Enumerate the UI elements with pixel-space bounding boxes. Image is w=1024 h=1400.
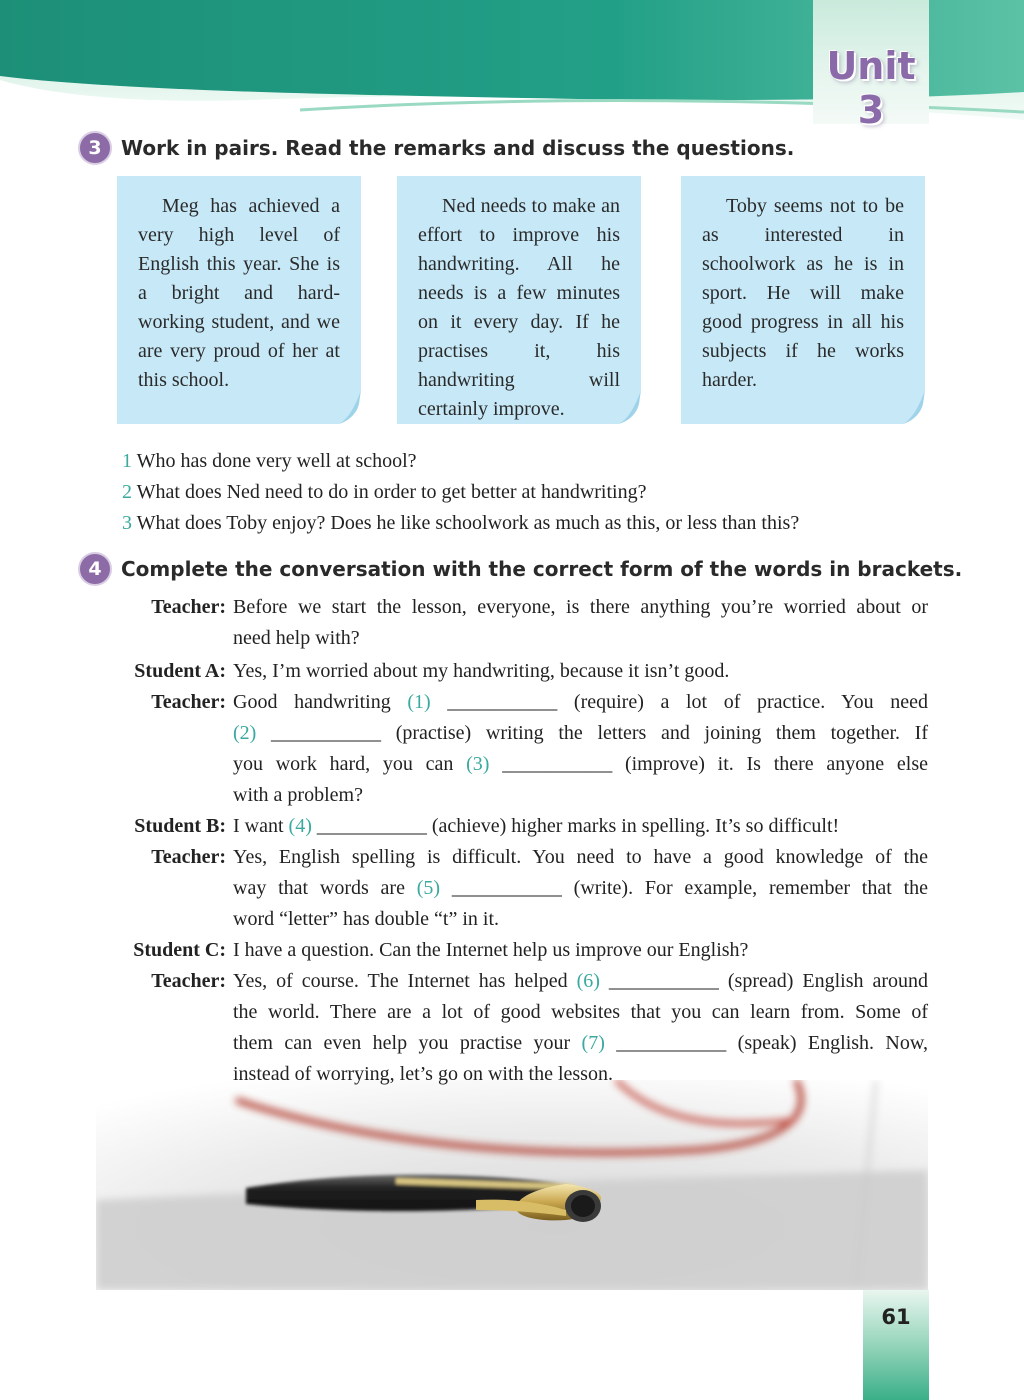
blank-number: (3): [466, 753, 490, 775]
page-curl-icon: [619, 390, 641, 424]
dialogue-line: I have a question. Can the Internet help us improve our English?: [233, 939, 749, 961]
blank-number: (5): [416, 877, 441, 899]
dialogue-line: [233, 753, 928, 776]
blank-with-hint: ___________ (practise) writing the letters and joining them together. If: [271, 722, 928, 744]
blank-number: (6): [576, 970, 600, 992]
exercise-4-heading: [78, 552, 962, 586]
remark-note-toby: [681, 176, 925, 424]
blank-with-hint: ___________ (require) a lot of practice. You need: [447, 691, 928, 713]
text-segment: way that words are: [233, 877, 405, 899]
question-text: What does Ned need to do in order to get better at handwriting?: [136, 481, 647, 503]
blank-with-hint: ___________ (improve) it. Is there anyone else: [502, 753, 929, 775]
speaker-label: Student A:: [134, 660, 226, 682]
dialogue-line: the world. There are a lot of good websites that you can learn from. Some of: [233, 1001, 928, 1023]
blank-number: (1): [407, 691, 431, 713]
question-number: 2: [122, 481, 132, 503]
dialogue-line: Yes, I’m worried about my handwriting, because it isn’t good.: [233, 660, 730, 682]
text-segment: you work hard, you can: [233, 753, 454, 775]
exercise-number-badge: 4: [78, 552, 112, 586]
dialogue-line: need help with?: [233, 627, 360, 649]
speaker-label: Teacher:: [151, 970, 226, 992]
text-segment: them can even help you practise your: [233, 1032, 571, 1054]
blank-with-hint: ___________ (achieve) higher marks in spelling. It’s so difficult!: [316, 815, 840, 837]
dialogue-line: [233, 970, 928, 993]
page-curl-icon: [903, 390, 925, 424]
speaker-label: Teacher:: [151, 846, 226, 868]
blank-number: (2): [233, 722, 257, 744]
exercise-number-badge: 3: [78, 131, 112, 165]
dialogue-line: Before we start the lesson, everyone, is there anything you’re worried about or: [233, 596, 928, 618]
dialogue-line: with a problem?: [233, 784, 363, 806]
question-text: Who has done very well at school?: [136, 450, 417, 472]
blank-number: (4): [288, 815, 312, 837]
blank-with-hint: ___________ (spread) English around: [608, 970, 928, 992]
dialogue-line: [233, 691, 928, 714]
unit-title: Unit 3: [826, 44, 916, 130]
text-segment: Yes, of course. The Internet has helped: [233, 970, 568, 992]
question-item: [122, 450, 417, 473]
pen-and-glasses-photo: [96, 1080, 928, 1290]
page-number: 61: [881, 1305, 911, 1329]
dialogue-line: [233, 815, 928, 838]
blank-with-hint: ___________ (write). For example, remember that the: [451, 877, 929, 899]
speaker-label: Student B:: [134, 815, 226, 837]
text-segment: I want: [233, 815, 284, 837]
dialogue-line: [233, 1032, 928, 1055]
remark-note-meg: [117, 176, 361, 424]
remark-text: Toby seems not to be as interested in schoolwork as he is in sport. He will make good progress in all his subjects if he works harder.: [702, 195, 904, 391]
blank-number: (7): [581, 1032, 605, 1054]
question-number: 1: [122, 450, 132, 472]
page-header: [0, 0, 1024, 130]
text-segment: Good handwriting: [233, 691, 391, 713]
remark-text: Meg has achieved a very high level of English this year. She is a bright and hard-working student, and we are very proud of her at this school.: [138, 195, 340, 391]
blank-with-hint: ___________ (speak) English. Now,: [616, 1032, 929, 1054]
dialogue-line: word “letter” has double “t” in it.: [233, 908, 500, 930]
question-item: [122, 512, 799, 535]
dialogue-line: instead of worrying, let’s go on with the lesson.: [233, 1063, 613, 1085]
dialogue-line: Yes, English spelling is difficult. You need to have a good knowledge of the: [233, 846, 928, 868]
question-text: What does Toby enjoy? Does he like schoolwork as much as this, or less than this?: [136, 512, 800, 534]
exercise-instruction: Complete the conversation with the correct form of the words in brackets.: [121, 557, 963, 581]
page-curl-icon: [339, 390, 361, 424]
exercise-3-heading: [78, 131, 794, 165]
speaker-label: Student C:: [133, 939, 226, 961]
question-number: 3: [122, 512, 132, 534]
question-item: [122, 481, 646, 504]
dialogue-line: [233, 722, 928, 745]
remark-note-ned: [397, 176, 641, 424]
speaker-label: Teacher:: [151, 596, 226, 618]
speaker-label: Teacher:: [151, 691, 226, 713]
exercise-instruction: Work in pairs. Read the remarks and discuss the questions.: [121, 136, 795, 160]
dialogue-line: [233, 877, 928, 900]
remark-text: Ned needs to make an effort to improve his handwriting. All he needs is a few minutes on it every day. If he practises it, his handwriting will certainly improve.: [418, 195, 620, 420]
